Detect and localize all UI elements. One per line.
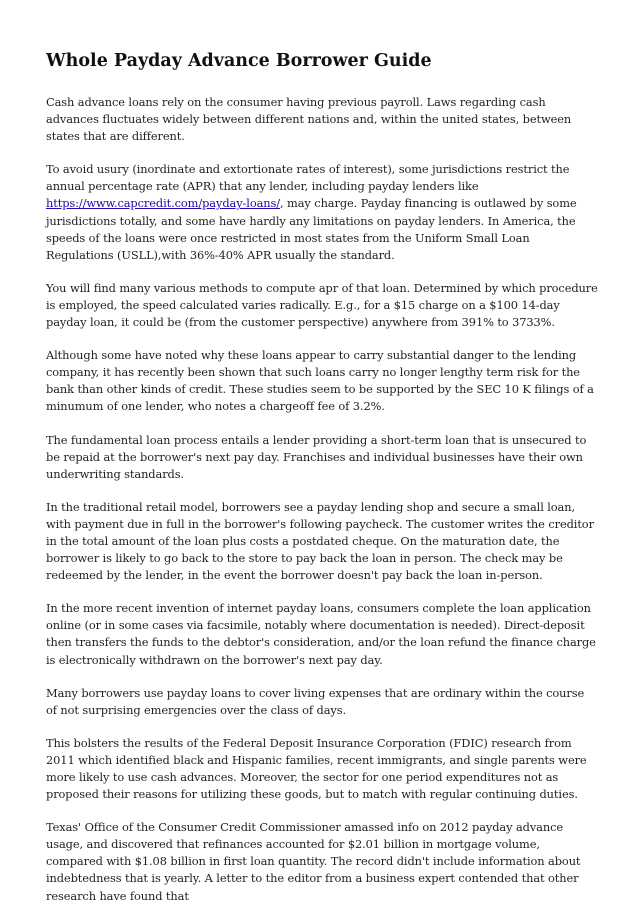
paragraph-9: This bolsters the results of the Federal Deposit Insurance Corporation (FDIC) research from 2011 which identified black and Hispanic families, recent immigrants, and single parents were more likely to use cash advances. Moreover, the sector for one period expenditures not as proposed their reasons for utilizing these goods, but to match with regular continuing duties.: [46, 735, 587, 802]
paragraph-8: Many borrowers use payday loans to cover living expenses that are ordinary within the course of not surprising emergencies over the class of days.: [46, 685, 585, 717]
paragraph-1: Cash advance loans rely on the consumer having previous payroll. Laws regarding cash advances fluctuates widely between different nations and, within the united states, between states that are different.: [46, 95, 572, 144]
paragraph-4: Although some have noted why these loans appear to carry substantial danger to the lending company, it has recently been shown that such loans carry no longer lengthy term risk for the bank than other kinds of credit. These studies seem to be supported by the SEC 10 K filings of a minumum of one lender, who notes a chargeoff fee of 3.2%.: [46, 348, 594, 414]
paragraph-5: The fundamental loan process entails a lender providing a short-term loan that is unsecured to be repaid at the borrower's next pay day. Franchises and individual businesses have their own underwriting standards.: [46, 432, 587, 481]
paragraph-2-text-before-link: To avoid usury (inordinate and extortionate rates of interest), some jurisdictions restrict the annual percentage rate (APR) that any lender, including payday lenders like: [46, 162, 570, 194]
paragraph-3: You will find many various methods to compute apr of that loan. Determined by which procedure is employed, the speed calculated varies radically. E.g., for a $15 charge on a $100 14-day payday loan, it could be (from the customer perspective) anywhere from 391% to 3733%.: [46, 280, 598, 330]
paragraph-2-text-after-link: , may charge. Payday financing is outlawed by some jurisdictions totally, and some have hardly any limitations on payday lenders. In America, the speeds of the loans were once restricted in most states from the Uniform Small Loan Regulations (USLL),with 36%-40% APR usually the standard.: [46, 196, 577, 262]
document-title: Whole Payday Advance Borrower Guide: [46, 51, 432, 71]
capcredit-payday-loans-link[interactable]: https://www.capcredit.com/payday-loans/: [46, 196, 280, 211]
paragraph-10: Texas' Office of the Consumer Credit Commissioner amassed info on 2012 payday advance usage, and discovered that refinances accounted for $2.01 billion in mortgage volume, compared with $1.08 billion in first loan quantity. The record didn't include information about indebtedness that is yearly. A letter to the editor from a business expert contended that other research have found that: [46, 820, 581, 903]
document-page: [46, 49, 598, 921]
paragraph-7: In the more recent invention of internet payday loans, consumers complete the loan application online (or in some cases via facsimile, notably where documentation is needed). Direct-deposit then transfers the funds to the debtor's consideration, and/or the loan refund the finance charge is electronically withdrawn on the borrower's next pay day.: [46, 601, 596, 667]
paragraph-2: [46, 161, 598, 264]
paragraph-6: In the traditional retail model, borrowers see a payday lending shop and secure a small loan, with payment due in full in the borrower's following paycheck. The customer writes the creditor in the total amount of the loan plus costs a postdated cheque. On the maturation date, the borrower is likely to go back to the store to pay back the loan in person. The check may be redeemed by the lender, in the event the borrower doesn't pay back the loan in-person.: [46, 499, 594, 583]
